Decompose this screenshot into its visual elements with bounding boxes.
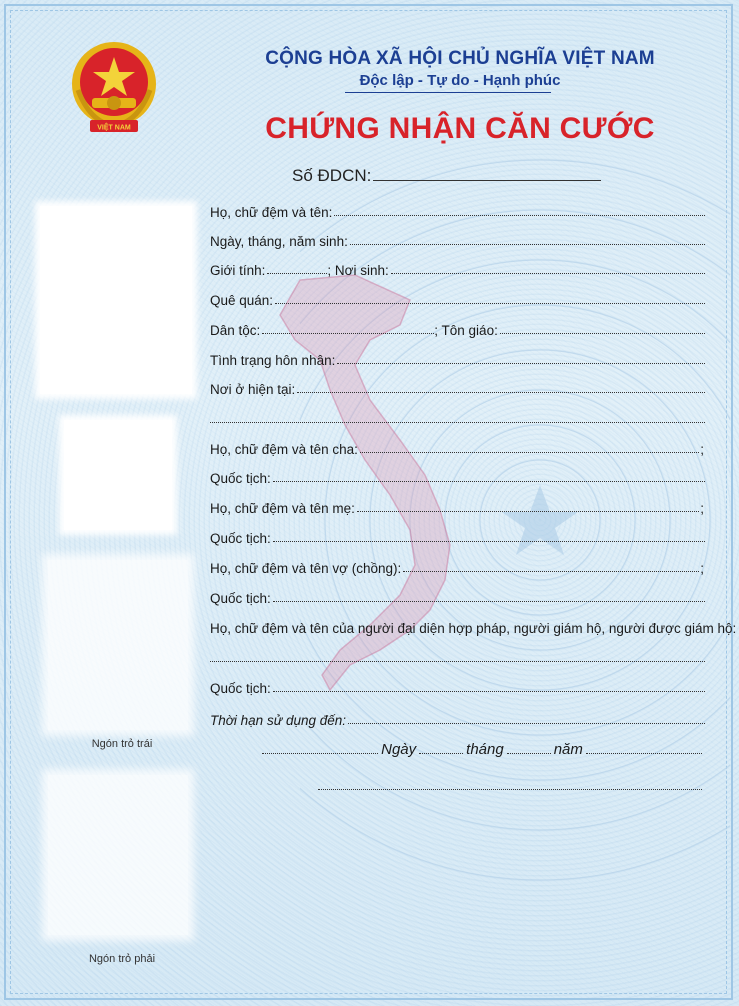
representative-line[interactable] (210, 661, 705, 662)
spouse-nationality-line[interactable] (273, 601, 705, 602)
father-nationality-label: Quốc tịch: (210, 471, 271, 486)
mother-name-field[interactable] (210, 496, 705, 516)
residence-field[interactable] (210, 377, 705, 397)
id-number-line[interactable] (373, 180, 601, 181)
place-line[interactable] (262, 753, 378, 754)
birthplace-label: ; Nơi sinh: (327, 263, 389, 278)
father-nationality-field[interactable] (210, 466, 705, 486)
issue-date-line[interactable] (262, 738, 702, 758)
validity-line[interactable] (348, 723, 705, 724)
full-name-label: Họ, chữ đệm và tên: (210, 205, 333, 220)
motto-heading: Độc lập - Tự do - Hạnh phúc (359, 72, 561, 89)
father-name-label: Họ, chữ đệm và tên cha: (210, 442, 358, 457)
gender-line[interactable] (267, 273, 327, 274)
mother-nationality-line[interactable] (273, 541, 705, 542)
validity-label: Thời hạn sử dụng đến: (210, 713, 347, 728)
left-index-fingerprint-area (48, 560, 188, 730)
right-index-fingerprint-label: Ngón trỏ phải (88, 953, 156, 965)
id-number-label: Số ĐDCN: (292, 166, 372, 185)
national-emblem-icon (70, 40, 158, 134)
residence-line[interactable] (297, 392, 705, 393)
spouse-nationality-label: Quốc tịch: (210, 591, 271, 606)
republic-heading: CỘNG HÒA XÃ HỘI CHỦ NGHĨA VIỆT NAM (265, 48, 655, 69)
father-nationality-line[interactable] (273, 481, 705, 482)
father-name-line[interactable] (360, 452, 699, 453)
mother-nationality-label: Quốc tịch: (210, 531, 271, 546)
hometown-line[interactable] (275, 303, 705, 304)
representative-label: Họ, chữ đệm và tên của người đại diện hợp pháp, người giám hộ, người được giám hộ: (210, 621, 737, 636)
spouse-name-field[interactable] (210, 556, 705, 576)
day-line[interactable] (419, 753, 463, 754)
representative-nationality-label: Quốc tịch: (210, 681, 271, 696)
photo-area-small (64, 420, 172, 530)
ethnicity-religion-field[interactable] (210, 318, 705, 338)
spouse-name-label: Họ, chữ đệm và tên vợ (chồng): (210, 561, 402, 576)
residence-continuation-line[interactable] (210, 422, 705, 423)
father-name-end: ; (700, 442, 704, 457)
representative-nationality-line[interactable] (273, 691, 705, 692)
mother-name-line[interactable] (357, 511, 699, 512)
year-line[interactable] (586, 753, 702, 754)
ethnicity-label: Dân tộc: (210, 323, 261, 338)
month-label: tháng (466, 741, 504, 758)
representative-continuation-field[interactable] (210, 646, 705, 666)
mother-nationality-field[interactable] (210, 526, 705, 546)
father-name-field[interactable] (210, 437, 705, 457)
marital-status-field[interactable] (210, 348, 705, 368)
signature-line[interactable] (318, 789, 702, 790)
spouse-name-line[interactable] (403, 571, 699, 572)
emblem-text: VIỆT NAM (97, 124, 131, 132)
hometown-label: Quê quán: (210, 293, 274, 308)
mother-name-label: Họ, chữ đệm và tên mẹ: (210, 501, 355, 516)
month-line[interactable] (507, 753, 551, 754)
residence-label: Nơi ở hiện tại: (210, 382, 296, 397)
left-index-fingerprint-label: Ngón trỏ trái (91, 738, 153, 750)
residence-continuation-field[interactable] (210, 407, 705, 427)
day-label: Ngày (381, 741, 417, 758)
motto-underline (345, 92, 551, 93)
spouse-nationality-field[interactable] (210, 586, 705, 606)
dob-field[interactable] (210, 229, 705, 249)
marital-status-line[interactable] (337, 363, 705, 364)
gender-birthplace-field[interactable] (210, 258, 705, 278)
validity-field[interactable] (210, 708, 705, 728)
right-index-fingerprint-area (48, 775, 188, 935)
document-title: CHỨNG NHẬN CĂN CƯỚC (265, 112, 655, 145)
religion-line[interactable] (500, 333, 705, 334)
dob-line[interactable] (350, 244, 705, 245)
spouse-name-end: ; (700, 561, 704, 576)
full-name-field[interactable] (210, 200, 705, 220)
representative-nationality-field[interactable] (210, 676, 705, 696)
representative-field[interactable] (210, 616, 737, 636)
mother-name-end: ; (700, 501, 704, 516)
photo-area-large (40, 206, 192, 394)
gender-label: Giới tính: (210, 263, 266, 278)
religion-label: ; Tôn giáo: (434, 323, 498, 338)
marital-status-label: Tình trạng hôn nhân: (210, 353, 336, 368)
year-label: năm (553, 741, 583, 758)
birthplace-line[interactable] (391, 273, 705, 274)
hometown-field[interactable] (210, 288, 705, 308)
dob-label: Ngày, tháng, năm sinh: (210, 234, 348, 249)
full-name-line[interactable] (334, 215, 705, 216)
ethnicity-line[interactable] (262, 333, 434, 334)
